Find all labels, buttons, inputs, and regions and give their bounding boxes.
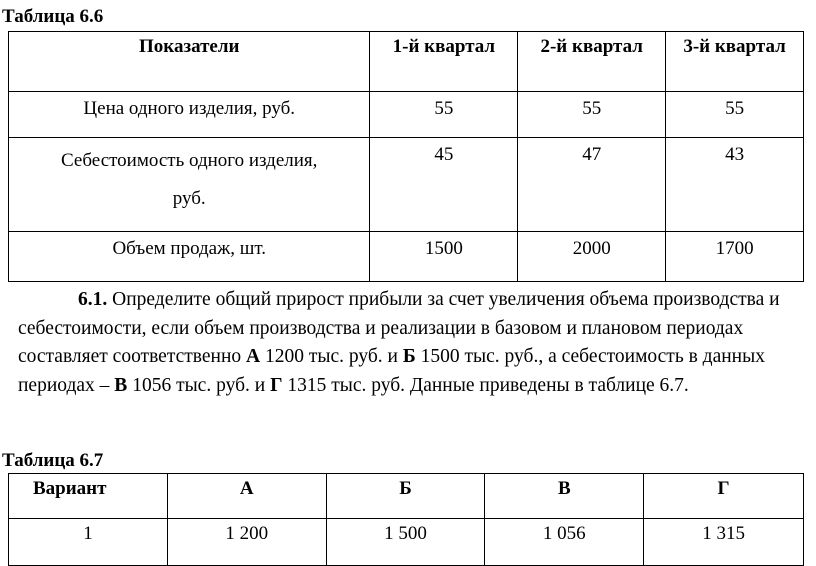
cell-value: 1500 xyxy=(370,232,518,282)
cell-value: 55 xyxy=(518,92,666,138)
problem-text-part: 1315 тыс. руб. Данные приведены в таблице 6.7. xyxy=(282,374,689,396)
table-6-6-caption: Таблица 6.6 xyxy=(2,6,104,27)
header-q2: 2-й квартал xyxy=(518,32,666,92)
problem-text xyxy=(18,286,808,400)
table-6-7-caption: Таблица 6.7 xyxy=(2,450,104,471)
cell-value: 45 xyxy=(370,138,518,232)
row-label-cost xyxy=(9,138,370,232)
cell-value: 43 xyxy=(666,138,804,232)
cell-value: 55 xyxy=(666,92,804,138)
variable-a: А xyxy=(246,346,261,367)
problem-text-part: 1056 тыс. руб. и xyxy=(127,374,271,396)
cell-value: 55 xyxy=(370,92,518,138)
cell-value: 1 056 xyxy=(485,519,644,566)
table-6-7 xyxy=(8,473,804,566)
row-label-cost-line1: Себестоимость одного изделия, xyxy=(61,150,318,171)
problem-text-part: 1500 тыс. руб., а себестоимость в данных периодах – xyxy=(18,346,765,396)
table-row xyxy=(9,138,804,232)
variable-b: Б xyxy=(402,346,416,367)
table-row xyxy=(9,92,804,138)
problem-text-part: Определите общий прирост прибыли за счет увеличения объема производства и себестоимости, если объем производства и реализации в базовом и плановом периодах составляет соответственно xyxy=(18,289,780,367)
cell-value: 2000 xyxy=(518,232,666,282)
header-g: Г xyxy=(644,474,804,519)
cell-value: 47 xyxy=(518,138,666,232)
header-b: Б xyxy=(326,474,485,519)
header-v: В xyxy=(485,474,644,519)
cell-value: 1 500 xyxy=(326,519,485,566)
variable-g: Г xyxy=(270,374,283,396)
table-row xyxy=(9,232,804,282)
header-a: А xyxy=(167,474,326,519)
variable-v: В xyxy=(114,374,128,396)
row-label-price: Цена одного изделия, руб. xyxy=(9,92,370,138)
header-variant: Вариант xyxy=(9,474,168,519)
cell-value: 1700 xyxy=(666,232,804,282)
table-header-row xyxy=(9,474,804,519)
cell-value: 1 200 xyxy=(167,519,326,566)
table-row xyxy=(9,519,804,566)
problem-number: 6.1. xyxy=(78,289,108,310)
row-label-sales: Объем продаж, шт. xyxy=(9,232,370,282)
header-q3: 3-й квартал xyxy=(666,32,804,92)
problem-text-part: 1200 тыс. руб. и xyxy=(260,346,403,367)
header-q1: 1-й квартал xyxy=(370,32,518,92)
row-label-cost-line2: руб. xyxy=(172,188,206,209)
table-6-6 xyxy=(8,31,804,282)
cell-value: 1 315 xyxy=(644,519,804,566)
cell-variant: 1 xyxy=(9,519,168,566)
table-header-row xyxy=(9,32,804,92)
header-indicators: Показатели xyxy=(9,32,370,92)
